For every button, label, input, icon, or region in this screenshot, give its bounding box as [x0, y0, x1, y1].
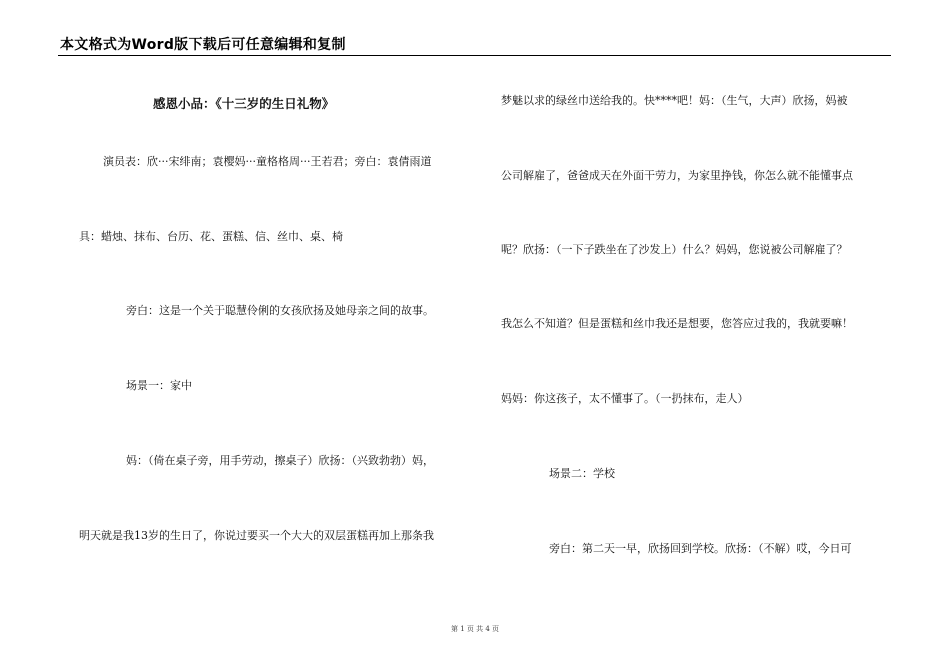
text-line: 妈：（倚在桌子旁，用手劳动，擦桌子）欣扬：（兴致勃勃）妈，	[126, 454, 434, 467]
text-line: 场景二：学校	[549, 467, 615, 480]
text-line: 场景一：家中	[126, 379, 192, 392]
text-line: 我怎么不知道？但是蛋糕和丝巾我还是想要，您答应过我的，我就要嘛！	[501, 317, 853, 330]
text-line: 呢？欣扬：（一下子跌坐在了沙发上）什么？妈妈，您说被公司解雇了？	[501, 243, 848, 256]
text-line: 明天就是我13岁的生日了，你说过要买一个大大的双层蛋糕再加上那条我	[79, 529, 434, 542]
text-line: 公司解雇了，爸爸成天在外面干劳力，为家里挣钱，你怎么就不能懂事点	[501, 169, 853, 182]
page-number-footer: 第 1 页 共 4 页	[450, 625, 500, 633]
text-line: 演员表：欣···宋绯南；袁樱妈···童格格周···王若君；旁白：袁倩雨道	[103, 155, 432, 168]
text-line: 旁白：这是一个关于聪慧伶俐的女孩欣扬及她母亲之间的故事。	[126, 304, 434, 317]
text-line: 具：蜡烛、抹布、台历、花、蛋糕、信、丝巾、桌、椅	[79, 230, 343, 243]
document-header-title: 本文格式为Word版下载后可任意编辑和复制	[60, 37, 346, 53]
text-line: 妈妈：你这孩子，太不懂事了。（一扔抹布，走人）	[501, 392, 749, 405]
document-title: 感恩小品：《十三岁的生日礼物》	[153, 96, 335, 111]
header-divider	[58, 55, 891, 56]
text-line: 梦魅以求的绿丝巾送给我的。快****吧！妈：（生气，大声）欣扬，妈被	[501, 94, 848, 107]
text-line: 旁白：第二天一早，欣扬回到学校。欣扬：（不解）哎，今日可	[549, 542, 852, 555]
